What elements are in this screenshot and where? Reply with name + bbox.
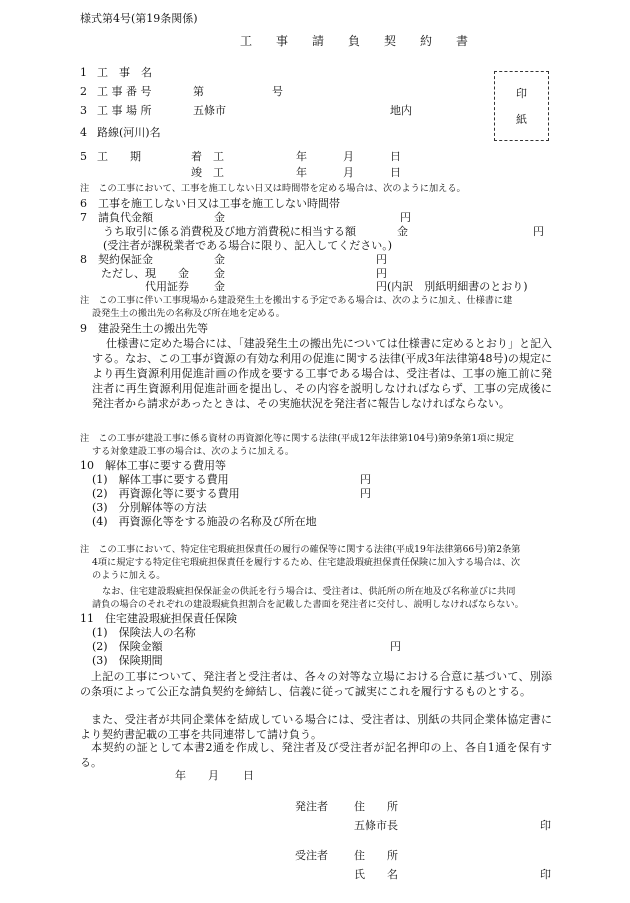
note-3-line2: する対象建設工事の場合は、次のように加える。 bbox=[92, 446, 295, 457]
item5-start-year: 年 bbox=[296, 150, 307, 163]
item8-kin: 金 bbox=[214, 253, 225, 266]
item11-sub1: (1) 保険法人の名称 bbox=[92, 626, 196, 639]
item6: 6 工事を施工しない日又は工事を施工しない時間帯 bbox=[80, 197, 340, 210]
note-4-line4: なお、住宅建設瑕疵担保保証金の供託を行う場合は、受注者は、供託所の所在地及び名称並びに共同 bbox=[102, 586, 516, 597]
item7-yen: 円 bbox=[400, 211, 411, 224]
item8-cash: ただし、現 金 bbox=[101, 267, 189, 280]
contractor-seal: 印 bbox=[540, 868, 551, 881]
item2-prefix: 第 bbox=[193, 85, 204, 98]
item3-label: 工 事 場 所 bbox=[97, 104, 152, 117]
note-2-line1: 注 この工事に伴い工事現場から建設発生土を搬出する予定である場合は、次のように加え、仕様書に建 bbox=[80, 295, 513, 306]
item2-label: 工 事 番 号 bbox=[97, 85, 152, 98]
note-4-line2: 4項に規定する特定住宅瑕疵担保責任を履行するため、住宅建設瑕疵担保責任保険に加入する場合は、次 bbox=[92, 557, 521, 568]
item5-label: 工 期 bbox=[97, 150, 141, 163]
item10-sub3: (3) 分別解体等の方法 bbox=[92, 501, 207, 514]
date-month: 月 bbox=[208, 769, 219, 782]
item8-securities-detail: 円(内訳 別紙明細書のとおり) bbox=[376, 280, 528, 293]
contractor-address-label: 住 所 bbox=[354, 849, 398, 862]
item10-sub4: (4) 再資源化等をする施設の名称及び所在地 bbox=[92, 515, 317, 528]
body-paragraph-3: 本契約の証として本書2通を作成し、発注者及び受注者が記名押印の上、各自1通を保有する。 bbox=[80, 741, 552, 769]
item8-label: 8 契約保証金 bbox=[80, 253, 153, 266]
item5-end-year: 年 bbox=[296, 166, 307, 179]
contractor-name-label: 氏 名 bbox=[354, 868, 398, 881]
orderer-address-label: 住 所 bbox=[354, 800, 398, 813]
item11-label: 11 住宅建設瑕疵担保責任保険 bbox=[80, 612, 237, 625]
item8-securities: 代用証券 bbox=[145, 280, 189, 293]
item7-tax-line: うち取引に係る消費税及び地方消費税に相当する額 bbox=[103, 225, 356, 238]
item10-sub1: (1) 解体工事に要する費用 bbox=[92, 473, 229, 486]
item1-label: 工 事 名 bbox=[97, 66, 152, 79]
item7-label: 7 請負代金額 bbox=[80, 211, 153, 224]
item8-yen: 円 bbox=[376, 253, 387, 266]
stamp-label-2: 紙 bbox=[516, 113, 527, 126]
item8-cash-kin: 金 bbox=[214, 267, 225, 280]
item5-start-day: 日 bbox=[390, 150, 401, 163]
item5-end-day: 日 bbox=[390, 166, 401, 179]
item10-label: 10 解体工事に要する費用等 bbox=[80, 459, 226, 472]
stamp-label-1: 印 bbox=[516, 87, 527, 100]
item4-label: 路線(河川)名 bbox=[97, 126, 161, 139]
note-1: 注 この工事において、工事を施工しない日又は時間帯を定める場合は、次のように加える。 bbox=[80, 183, 466, 194]
item5-end-month: 月 bbox=[343, 166, 354, 179]
body-paragraph-2: また、受注者が共同企業体を結成している場合には、受注者は、別紙の共同企業体協定書により契約書記載の工事を共同連帯して請け負う。 bbox=[80, 713, 552, 741]
item8-cash-yen: 円 bbox=[376, 267, 387, 280]
item5-start-label: 着 工 bbox=[191, 150, 224, 163]
item3-city: 五條市 bbox=[193, 104, 226, 117]
item1-no: 1 bbox=[80, 66, 87, 79]
item10-sub2: (2) 再資源化等に要する費用 bbox=[92, 487, 240, 500]
orderer-seal: 印 bbox=[540, 819, 551, 832]
item3-suffix: 地内 bbox=[390, 104, 412, 117]
item2-no: 2 bbox=[80, 85, 87, 98]
note-3-line1: 注 この工事が建設工事に係る資材の再資源化等に関する法律(平成12年法律第104号)第9条第1項に規定 bbox=[80, 433, 514, 444]
item3-no: 3 bbox=[80, 104, 87, 117]
orderer-role: 発注者 bbox=[295, 800, 328, 813]
item7-tax-yen: 円 bbox=[533, 225, 544, 238]
item11-sub3: (3) 保険期間 bbox=[92, 654, 163, 667]
note-4-line3: のように加える。 bbox=[92, 570, 166, 581]
date-year: 年 bbox=[175, 769, 186, 782]
orderer-name: 五條市長 bbox=[354, 819, 398, 832]
item11-sub2-yen: 円 bbox=[390, 640, 401, 653]
form-number: 様式第4号(第19条関係) bbox=[80, 12, 198, 25]
item8-securities-kin: 金 bbox=[214, 280, 225, 293]
note-2-line2: 設発生土の搬出先の名称及び所在地を定める。 bbox=[92, 308, 285, 319]
item5-start-month: 月 bbox=[343, 150, 354, 163]
revenue-stamp-box bbox=[494, 71, 549, 141]
item5-no: 5 bbox=[80, 150, 87, 163]
document-title: 工 事 請 負 契 約 書 bbox=[240, 34, 475, 48]
item10-sub2-yen: 円 bbox=[360, 487, 371, 500]
item10-sub1-yen: 円 bbox=[360, 473, 371, 486]
note-4-line5: 請負の場合のそれぞれの建設瑕疵負担割合を記載した書面を発注者に交付し、説明しなければならない。 bbox=[92, 599, 524, 610]
note-4-line1: 注 この工事において、特定住宅瑕疵担保責任の履行の確保等に関する法律(平成19年法律第66号)第2条第 bbox=[80, 544, 521, 555]
contractor-role: 受注者 bbox=[295, 849, 328, 862]
date-day: 日 bbox=[243, 769, 254, 782]
item2-suffix: 号 bbox=[272, 85, 283, 98]
item4-no: 4 bbox=[80, 126, 87, 139]
item7-tax-kin: 金 bbox=[397, 225, 408, 238]
item11-sub2: (2) 保険金額 bbox=[92, 640, 163, 653]
item5-end-label: 竣 工 bbox=[191, 166, 224, 179]
item7-kin: 金 bbox=[214, 211, 225, 224]
item7-tax-note: (受注者が課税業者である場合に限り、記入してください。) bbox=[103, 239, 393, 252]
item9-label: 9 建設発生土の搬出先等 bbox=[80, 322, 208, 335]
item9-text: 仕様書に定めた場合には、「建設発生土の搬出先については仕様書に定めるとおり」と記入する。なお、この工事が資源の有効な利用の促進に関する法律(平成3年法律第48号)の規定により再生資源利用促進計画の作成を要する工事である場合は、受注者は、工事の施工前に発注者に再生資源利用促進計画を提出し、その内容を説明しなければならず、工事の完成後に発注者から請求があったときは、その実施状況を発注者に報告しなければならない。 bbox=[92, 337, 552, 410]
body-paragraph-1: 上記の工事について、発注者と受注者は、各々の対等な立場における合意に基づいて、別添の条項によって公正な請負契約を締結し、信義に従って誠実にこれを履行するものとする。 bbox=[80, 670, 552, 698]
